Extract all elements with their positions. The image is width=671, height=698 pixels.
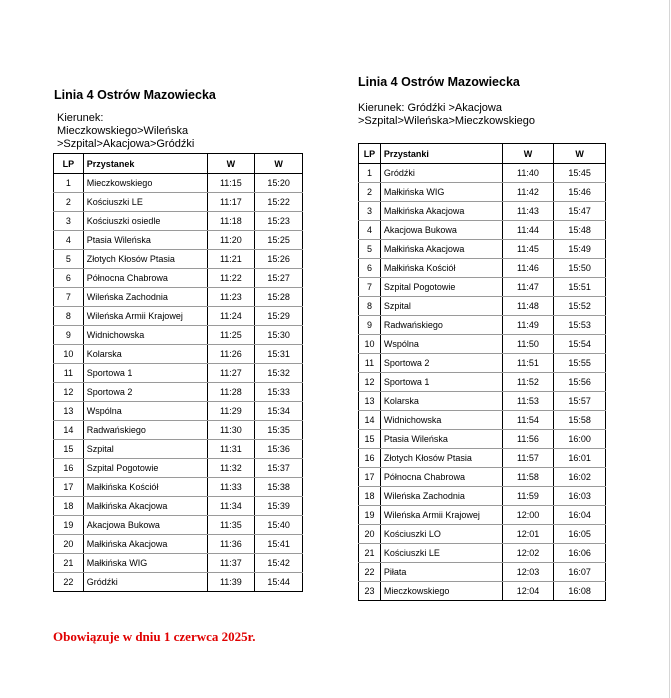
departure-time-1: 11:51 <box>502 354 554 373</box>
stop-number: 4 <box>54 231 84 250</box>
table-row <box>359 259 606 278</box>
validity-notice: Obowiązuje w dniu 1 czerwca 2025r. <box>53 629 256 644</box>
stop-number: 14 <box>54 421 84 440</box>
stop-name: Małkińska Akacjowa <box>83 535 207 554</box>
stop-name: Gródźki <box>380 164 502 183</box>
header-departure-2: W <box>554 144 606 164</box>
stop-number: 3 <box>359 202 381 221</box>
departure-time-2: 15:50 <box>554 259 606 278</box>
table-row <box>359 297 606 316</box>
departure-time-2: 15:45 <box>554 164 606 183</box>
stop-name: Wspólna <box>380 335 502 354</box>
header-departure-1: W <box>502 144 554 164</box>
table-row <box>54 345 303 364</box>
stop-name: Piłata <box>380 563 502 582</box>
stop-name: Małkińska Akacjowa <box>83 497 207 516</box>
table-row <box>54 554 303 573</box>
departure-time-1: 11:47 <box>502 278 554 297</box>
stop-number: 10 <box>359 335 381 354</box>
header-departure-2: W <box>255 154 303 174</box>
departure-time-2: 15:35 <box>255 421 303 440</box>
stop-number: 18 <box>54 497 84 516</box>
departure-time-1: 11:52 <box>502 373 554 392</box>
stop-name: Sportowa 2 <box>83 383 207 402</box>
departure-time-1: 11:46 <box>502 259 554 278</box>
departure-time-1: 11:20 <box>207 231 255 250</box>
page-edge <box>669 0 670 698</box>
table-row <box>359 354 606 373</box>
stop-number: 19 <box>54 516 84 535</box>
stop-number: 15 <box>359 430 381 449</box>
departure-time-1: 11:25 <box>207 326 255 345</box>
stop-name: Wileńska Armii Krajowej <box>83 307 207 326</box>
stop-name: Wileńska Armii Krajowej <box>380 506 502 525</box>
table-row <box>54 288 303 307</box>
stop-number: 23 <box>359 582 381 601</box>
stop-number: 8 <box>359 297 381 316</box>
departure-time-1: 11:34 <box>207 497 255 516</box>
table-row <box>54 307 303 326</box>
departure-time-1: 11:18 <box>207 212 255 231</box>
stop-number: 1 <box>54 174 84 193</box>
table-row <box>54 421 303 440</box>
table-header-row <box>54 154 303 174</box>
departure-time-2: 15:22 <box>255 193 303 212</box>
stop-number: 16 <box>359 449 381 468</box>
stop-number: 6 <box>54 269 84 288</box>
stop-name: Sportowa 1 <box>83 364 207 383</box>
stop-name: Złotych Kłosów Ptasia <box>380 449 502 468</box>
stop-name: Mieczkowskiego <box>380 582 502 601</box>
stop-number: 20 <box>54 535 84 554</box>
table-row <box>54 250 303 269</box>
departure-time-1: 11:29 <box>207 402 255 421</box>
departure-time-1: 11:43 <box>502 202 554 221</box>
stop-number: 8 <box>54 307 84 326</box>
stop-number: 17 <box>359 468 381 487</box>
stop-number: 21 <box>359 544 381 563</box>
stop-name: Małkińska WIG <box>83 554 207 573</box>
stop-name: Ptasia Wileńska <box>380 430 502 449</box>
departure-time-2: 15:48 <box>554 221 606 240</box>
departure-time-2: 15:20 <box>255 174 303 193</box>
stop-name: Mieczkowskiego <box>83 174 207 193</box>
stop-number: 7 <box>54 288 84 307</box>
stop-name: Wileńska Zachodnia <box>380 487 502 506</box>
table-row <box>54 402 303 421</box>
departure-time-1: 11:53 <box>502 392 554 411</box>
departure-time-2: 16:07 <box>554 563 606 582</box>
departure-time-2: 15:58 <box>554 411 606 430</box>
stop-number: 11 <box>54 364 84 383</box>
departure-time-1: 12:02 <box>502 544 554 563</box>
stop-number: 5 <box>54 250 84 269</box>
timetable-table <box>53 153 303 592</box>
departure-time-2: 15:34 <box>255 402 303 421</box>
stop-name: Złotych Kłosów Ptasia <box>83 250 207 269</box>
table-row <box>359 468 606 487</box>
stop-number: 15 <box>54 440 84 459</box>
table-row <box>54 364 303 383</box>
departure-time-2: 16:01 <box>554 449 606 468</box>
stop-number: 19 <box>359 506 381 525</box>
timetable-title: Linia 4 Ostrów Mazowiecka <box>54 88 216 102</box>
departure-time-2: 15:25 <box>255 231 303 250</box>
stop-name: Małkińska Kościół <box>380 259 502 278</box>
table-row <box>359 582 606 601</box>
departure-time-2: 15:56 <box>554 373 606 392</box>
header-lp: LP <box>54 154 84 174</box>
table-row <box>359 202 606 221</box>
table-row <box>359 373 606 392</box>
departure-time-2: 15:47 <box>554 202 606 221</box>
timetable-body <box>54 174 303 592</box>
departure-time-2: 15:51 <box>554 278 606 297</box>
departure-time-2: 15:57 <box>554 392 606 411</box>
departure-time-2: 15:26 <box>255 250 303 269</box>
stop-name: Widnichowska <box>380 411 502 430</box>
stop-name: Szpital Pogotowie <box>380 278 502 297</box>
departure-time-1: 11:17 <box>207 193 255 212</box>
departure-time-1: 11:24 <box>207 307 255 326</box>
departure-time-2: 15:30 <box>255 326 303 345</box>
stop-name: Kolarska <box>380 392 502 411</box>
departure-time-1: 12:01 <box>502 525 554 544</box>
table-row <box>359 335 606 354</box>
stop-name: Akacjowa Bukowa <box>380 221 502 240</box>
departure-time-1: 11:44 <box>502 221 554 240</box>
stop-name: Północna Chabrowa <box>83 269 207 288</box>
departure-time-1: 11:26 <box>207 345 255 364</box>
departure-time-1: 11:31 <box>207 440 255 459</box>
departure-time-2: 15:40 <box>255 516 303 535</box>
stop-number: 17 <box>54 478 84 497</box>
departure-time-2: 15:27 <box>255 269 303 288</box>
timetable-title: Linia 4 Ostrów Mazowiecka <box>358 75 520 89</box>
departure-time-1: 11:59 <box>502 487 554 506</box>
table-row <box>359 544 606 563</box>
stop-number: 13 <box>54 402 84 421</box>
stop-number: 4 <box>359 221 381 240</box>
stop-name: Małkińska Akacjowa <box>380 202 502 221</box>
stop-number: 7 <box>359 278 381 297</box>
table-row <box>54 212 303 231</box>
departure-time-2: 15:42 <box>255 554 303 573</box>
departure-time-2: 15:55 <box>554 354 606 373</box>
stop-number: 2 <box>359 183 381 202</box>
stop-number: 22 <box>54 573 84 592</box>
stop-name: Szpital <box>380 297 502 316</box>
departure-time-2: 15:32 <box>255 364 303 383</box>
table-row <box>54 269 303 288</box>
departure-time-1: 11:15 <box>207 174 255 193</box>
departure-time-2: 15:37 <box>255 459 303 478</box>
stop-number: 3 <box>54 212 84 231</box>
table-row <box>359 392 606 411</box>
departure-time-2: 15:46 <box>554 183 606 202</box>
stop-number: 18 <box>359 487 381 506</box>
departure-time-2: 15:41 <box>255 535 303 554</box>
departure-time-1: 11:27 <box>207 364 255 383</box>
table-row <box>54 478 303 497</box>
stop-number: 5 <box>359 240 381 259</box>
table-row <box>359 430 606 449</box>
stop-name: Radwańskiego <box>380 316 502 335</box>
departure-time-2: 15:23 <box>255 212 303 231</box>
departure-time-2: 15:33 <box>255 383 303 402</box>
departure-time-1: 11:50 <box>502 335 554 354</box>
departure-time-2: 15:49 <box>554 240 606 259</box>
departure-time-2: 15:28 <box>255 288 303 307</box>
table-row <box>54 573 303 592</box>
departure-time-1: 11:23 <box>207 288 255 307</box>
departure-time-1: 11:28 <box>207 383 255 402</box>
departure-time-2: 15:38 <box>255 478 303 497</box>
table-row <box>359 278 606 297</box>
stop-name: Ptasia Wileńska <box>83 231 207 250</box>
stop-name: Małkińska Akacjowa <box>380 240 502 259</box>
departure-time-1: 11:57 <box>502 449 554 468</box>
departure-time-2: 15:52 <box>554 297 606 316</box>
stop-name: Kolarska <box>83 345 207 364</box>
table-row <box>359 164 606 183</box>
direction-label: Kierunek: Gródźki >Akacjowa >Szpital>Wileńska>Mieczkowskiego <box>358 102 535 127</box>
departure-time-2: 16:03 <box>554 487 606 506</box>
departure-time-1: 11:21 <box>207 250 255 269</box>
table-row <box>54 497 303 516</box>
departure-time-1: 12:04 <box>502 582 554 601</box>
departure-time-1: 11:49 <box>502 316 554 335</box>
header-stop: Przystanek <box>83 154 207 174</box>
stop-number: 12 <box>54 383 84 402</box>
departure-time-2: 16:05 <box>554 525 606 544</box>
stop-name: Wileńska Zachodnia <box>83 288 207 307</box>
stop-number: 9 <box>54 326 84 345</box>
header-departure-1: W <box>207 154 255 174</box>
stop-number: 13 <box>359 392 381 411</box>
departure-time-1: 11:40 <box>502 164 554 183</box>
table-row <box>54 326 303 345</box>
timetable-body <box>359 164 606 601</box>
departure-time-1: 12:03 <box>502 563 554 582</box>
table-row <box>359 487 606 506</box>
table-row <box>359 316 606 335</box>
table-row <box>359 506 606 525</box>
table-row <box>54 174 303 193</box>
table-row <box>359 240 606 259</box>
table-row <box>54 193 303 212</box>
departure-time-1: 11:37 <box>207 554 255 573</box>
stop-number: 22 <box>359 563 381 582</box>
stop-name: Sportowa 2 <box>380 354 502 373</box>
departure-time-1: 11:56 <box>502 430 554 449</box>
departure-time-2: 16:06 <box>554 544 606 563</box>
stop-name: Kościuszki osiedle <box>83 212 207 231</box>
departure-time-1: 11:39 <box>207 573 255 592</box>
table-row <box>54 459 303 478</box>
table-header-row <box>359 144 606 164</box>
table-row <box>359 183 606 202</box>
departure-time-2: 16:04 <box>554 506 606 525</box>
departure-time-1: 11:33 <box>207 478 255 497</box>
stop-number: 12 <box>359 373 381 392</box>
stop-number: 2 <box>54 193 84 212</box>
stop-name: Szpital <box>83 440 207 459</box>
departure-time-2: 15:39 <box>255 497 303 516</box>
departure-time-2: 16:08 <box>554 582 606 601</box>
table-row <box>54 440 303 459</box>
departure-time-2: 15:53 <box>554 316 606 335</box>
table-row <box>54 535 303 554</box>
departure-time-2: 15:29 <box>255 307 303 326</box>
table-row <box>359 525 606 544</box>
stop-number: 20 <box>359 525 381 544</box>
departure-time-2: 16:02 <box>554 468 606 487</box>
departure-time-2: 15:54 <box>554 335 606 354</box>
stop-number: 6 <box>359 259 381 278</box>
stop-name: Sportowa 1 <box>380 373 502 392</box>
stop-number: 1 <box>359 164 381 183</box>
stop-name: Akacjowa Bukowa <box>83 516 207 535</box>
header-stop: Przystanki <box>380 144 502 164</box>
table-row <box>359 449 606 468</box>
stop-name: Kościuszki LO <box>380 525 502 544</box>
departure-time-1: 11:48 <box>502 297 554 316</box>
header-lp: LP <box>359 144 381 164</box>
departure-time-1: 12:00 <box>502 506 554 525</box>
stop-number: 16 <box>54 459 84 478</box>
departure-time-1: 11:36 <box>207 535 255 554</box>
stop-name: Gródźki <box>83 573 207 592</box>
departure-time-2: 15:44 <box>255 573 303 592</box>
departure-time-2: 16:00 <box>554 430 606 449</box>
stop-name: Wspólna <box>83 402 207 421</box>
table-row <box>54 383 303 402</box>
departure-time-1: 11:32 <box>207 459 255 478</box>
departure-time-1: 11:30 <box>207 421 255 440</box>
departure-time-2: 15:31 <box>255 345 303 364</box>
departure-time-1: 11:58 <box>502 468 554 487</box>
stop-name: Małkińska Kościół <box>83 478 207 497</box>
table-row <box>359 411 606 430</box>
departure-time-2: 15:36 <box>255 440 303 459</box>
table-row <box>359 221 606 240</box>
stop-name: Radwańskiego <box>83 421 207 440</box>
direction-label: Kierunek: Mieczkowskiego>Wileńska >Szpital>Akacjowa>Gródźki <box>57 112 195 150</box>
stop-number: 14 <box>359 411 381 430</box>
stop-name: Kościuszki LE <box>83 193 207 212</box>
stop-name: Widnichowska <box>83 326 207 345</box>
stop-name: Kościuszki LE <box>380 544 502 563</box>
stop-number: 10 <box>54 345 84 364</box>
departure-time-1: 11:35 <box>207 516 255 535</box>
departure-time-1: 11:22 <box>207 269 255 288</box>
stop-number: 9 <box>359 316 381 335</box>
stop-name: Szpital Pogotowie <box>83 459 207 478</box>
departure-time-1: 11:45 <box>502 240 554 259</box>
table-row <box>359 563 606 582</box>
table-row <box>54 516 303 535</box>
departure-time-1: 11:54 <box>502 411 554 430</box>
stop-name: Małkińska WIG <box>380 183 502 202</box>
stop-name: Północna Chabrowa <box>380 468 502 487</box>
departure-time-1: 11:42 <box>502 183 554 202</box>
timetable-table <box>358 143 606 601</box>
stop-number: 11 <box>359 354 381 373</box>
table-row <box>54 231 303 250</box>
stop-number: 21 <box>54 554 84 573</box>
